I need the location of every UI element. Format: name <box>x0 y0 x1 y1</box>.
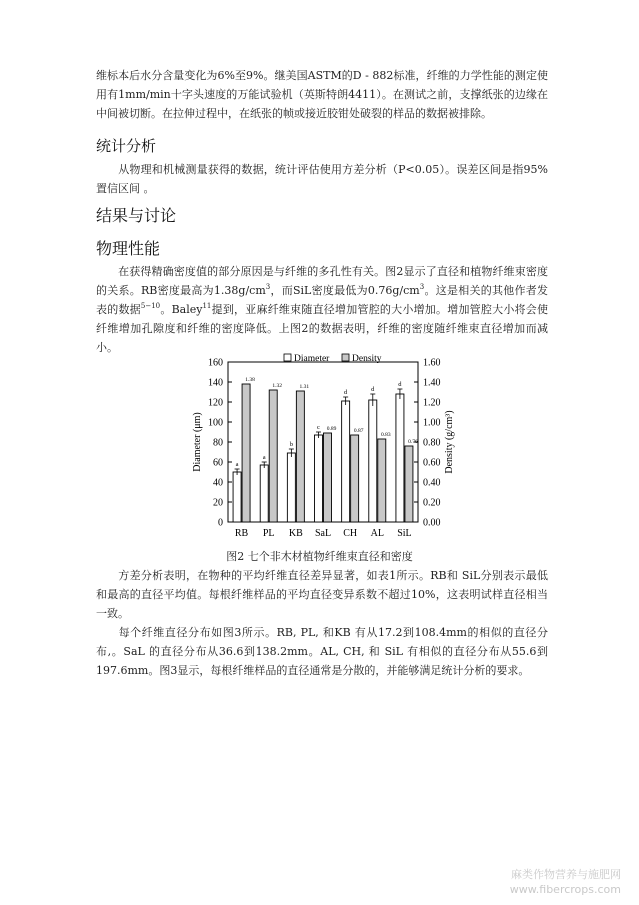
paragraph-distribution-text: 每个纤维直径分布如图3所示。RB, PL, 和KB 有从17.2到108.4mm的相似的直径分布,。SaL 的直径分布从36.6到138.2mm。AL, CH, 和 SiL 有相似的直径分布从55.6到197.6mm。图3显示，每根纤维样品的直径通常是分散的，并能够满足统计分析的要求。 <box>96 626 548 677</box>
text-segment: 。这是相关的其他作者发表的数据 <box>96 284 548 316</box>
left-axis-tick-label: 140 <box>208 377 223 389</box>
significance-letter: a <box>262 454 266 461</box>
density-data-label: 0.87 <box>353 428 364 434</box>
category-label: RB <box>234 528 249 539</box>
right-axis-tick-label: 1.20 <box>423 397 441 409</box>
density-bar <box>405 446 413 522</box>
category-label: PL <box>262 528 275 539</box>
figure-2-chart <box>182 350 458 545</box>
significance-letter: a <box>235 461 239 468</box>
superscript: 3 <box>265 283 271 291</box>
text-segment: 在获得精确密度值的部分原因是与纤维的多孔性有关。图2显示了直径和植物纤维束密度的关系。RB密度最高为1.38g/cm <box>96 265 548 297</box>
category-label: KB <box>288 528 303 539</box>
paragraph-statistics-text: 从物理和机械测量获得的数据，统计评估使用方差分析（P<0.05）。误差区间是指95%置信区间 。 <box>96 163 548 195</box>
paragraph-statistics <box>96 160 548 198</box>
heading-physical-properties: 物理性能 <box>96 239 161 258</box>
density-data-label: 0.83 <box>380 432 391 438</box>
category-label: SiL <box>397 528 412 539</box>
figure-caption: 图2 七个非木材植物纤维束直径和密度 <box>226 550 413 563</box>
significance-letter: d <box>398 381 402 388</box>
left-axis-tick-label: 80 <box>213 437 223 449</box>
significance-letter: d <box>344 389 348 396</box>
density-bar <box>351 435 359 522</box>
category-label: SaL <box>314 528 332 539</box>
legend-diameter-swatch <box>284 354 291 361</box>
paragraph-anova-text: 方差分析表明，在物种的平均纤维直径差异显著，如表1所示。RB和 SiL分别表示最低和最高的直径平均值。每根纤维样品的平均直径变异系数不超过10%，这表明试样直径相当一致。 <box>96 569 548 620</box>
diameter-bar <box>396 394 404 522</box>
right-axis-tick-label: 0.00 <box>423 517 441 529</box>
legend-diameter-label: Diameter <box>294 354 330 364</box>
watermark-url: www.fibercrops.com <box>509 883 621 896</box>
diameter-bar <box>260 465 268 522</box>
density-bar <box>296 391 304 522</box>
heading-statistical-analysis: 统计分析 <box>96 137 157 155</box>
watermark-title: 麻类作物营养与施肥网 <box>511 868 621 881</box>
right-axis-tick-label: 1.40 <box>423 377 441 389</box>
category-label: AL <box>370 528 384 539</box>
left-axis-tick-label: 0 <box>218 517 223 529</box>
site-watermark <box>510 867 621 897</box>
left-axis-tick-label: 160 <box>208 357 223 369</box>
significance-letter: b <box>289 441 293 448</box>
right-axis-tick-label: 0.60 <box>423 457 441 469</box>
density-bar <box>378 439 386 522</box>
citation-superscript: 5−10 <box>140 302 161 310</box>
significance-letter: d <box>371 386 375 393</box>
right-axis-tick-label: 1.00 <box>423 417 441 429</box>
left-axis-label: Diameter (μm) <box>192 412 203 472</box>
diameter-bar <box>287 453 295 522</box>
left-axis-tick-label: 100 <box>208 417 223 429</box>
right-axis-tick-label: 0.20 <box>423 497 441 509</box>
density-data-label: 1.31 <box>299 384 310 390</box>
density-data-label: 0.89 <box>326 426 337 432</box>
text-segment: 。Baley <box>160 303 203 316</box>
paragraph-anova <box>96 566 548 623</box>
left-axis-tick-label: 120 <box>208 397 223 409</box>
diameter-bar <box>315 435 323 522</box>
legend-density-label: Density <box>352 354 382 364</box>
text-segment: ，而SiL密度最低为0.76g/cm <box>270 284 420 297</box>
significance-letter: c <box>317 424 320 431</box>
paragraph-distribution <box>96 623 548 680</box>
density-bar <box>324 433 332 522</box>
density-data-label: 0.76 <box>408 439 418 445</box>
paragraph-density <box>96 262 548 357</box>
right-axis-tick-label: 0.40 <box>423 477 441 489</box>
diameter-bar <box>369 400 377 522</box>
legend-density-swatch <box>342 354 349 361</box>
density-data-label: 1.32 <box>272 383 283 389</box>
left-axis-tick-label: 40 <box>213 477 223 489</box>
superscript: 3 <box>419 283 425 291</box>
heading-results-discussion: 结果与讨论 <box>96 206 177 225</box>
text-segment: 提到，亚麻纤维束随直径增加管腔的大小增加。增加管腔大小将会使纤维增加孔隙度和纤维的密度降低。上图2的数据表明，纤维的密度随纤维束直径增加而减小。 <box>96 303 549 354</box>
diameter-bar <box>342 401 350 522</box>
density-bar <box>269 390 277 522</box>
paragraph-methods: 维标本后水分含量变化为6%至9%。继美国ASTM的D - 882标准，纤维的力学性能的测定使用有1mm/min十字头速度的万能试验机（英斯特朗4411）。在测试之前，支撑纸张的边缘在中间被切断。在拉伸过程中，在纸张的帧或接近胶钳处破裂的样品的数据被排除。 <box>96 69 548 120</box>
left-axis-tick-label: 20 <box>213 497 223 509</box>
citation-superscript: 11 <box>202 302 212 310</box>
right-axis-label: Density (g/cm³) <box>444 410 455 474</box>
left-axis-tick-label: 60 <box>213 457 223 469</box>
plot-frame <box>228 362 418 522</box>
diameter-bar <box>233 472 241 522</box>
density-bar <box>242 384 250 522</box>
right-axis-tick-label: 1.60 <box>423 357 441 369</box>
category-label: CH <box>343 528 358 539</box>
right-axis-tick-label: 0.80 <box>423 437 441 449</box>
density-data-label: 1.38 <box>245 377 255 383</box>
